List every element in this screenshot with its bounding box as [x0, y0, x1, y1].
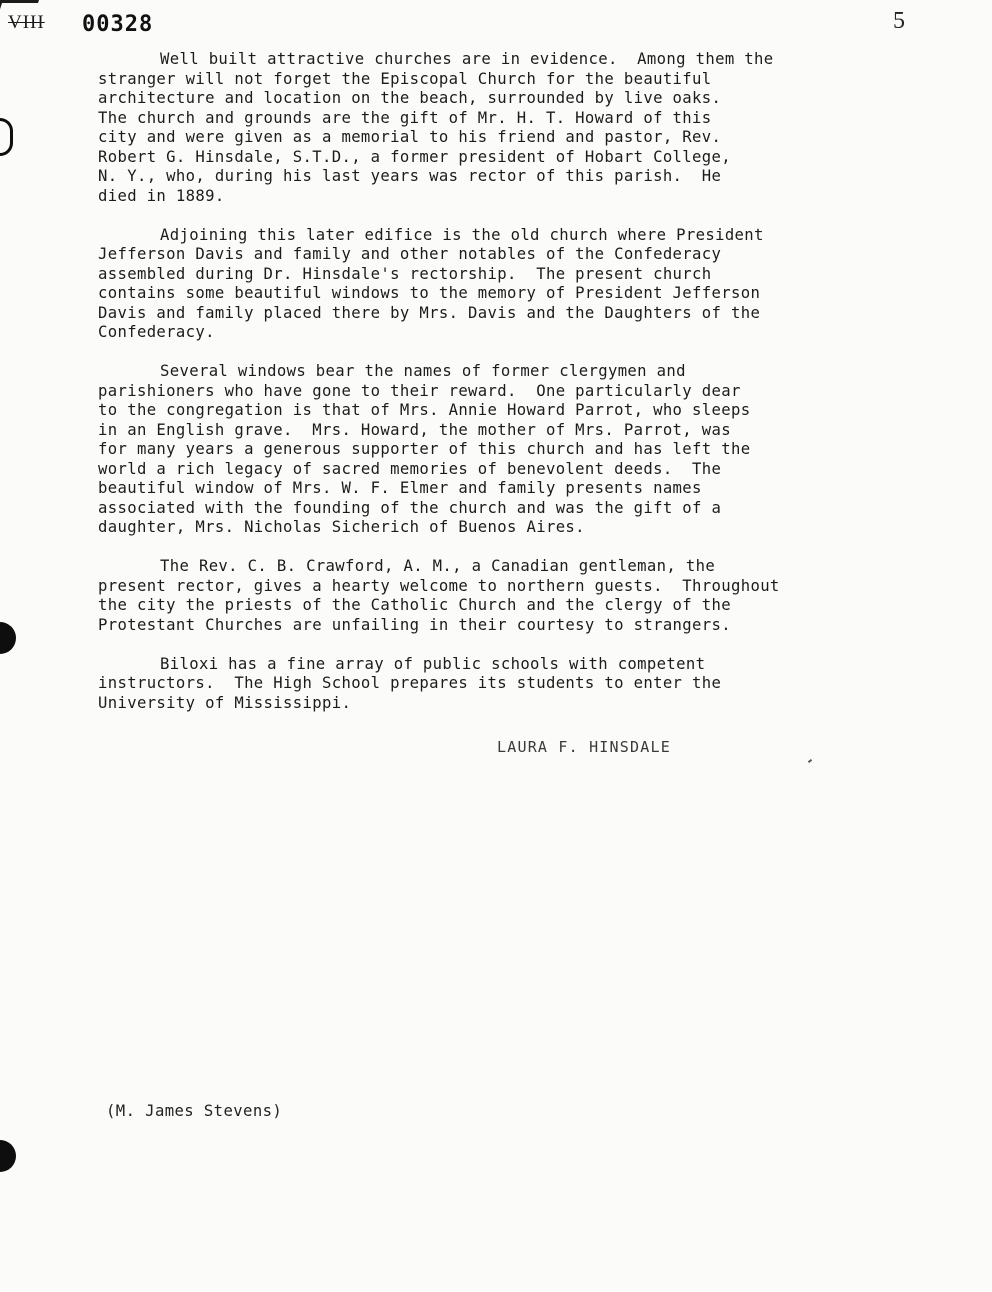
text-line: Biloxi has a fine array of public schools with competent [160, 654, 706, 673]
text-line: architecture and location on the beach, surrounded by live oaks. [98, 89, 722, 107]
text-line: The Rev. C. B. Crawford, A. M., a Canadian gentleman, the [160, 557, 716, 575]
text-line: instructors. The High School prepares its students to enter the [98, 674, 722, 692]
text-line: died in 1889. [98, 186, 225, 205]
text-line: Davis and family placed there by Mrs. Davis and the Daughters of the [98, 303, 761, 322]
text-line: University of Mississippi. [98, 693, 352, 712]
document-number: 00328 [82, 12, 154, 37]
text-line: stranger will not forget the Episcopal Church for the beautiful [98, 69, 712, 88]
paragraph [98, 655, 948, 714]
text-line: assembled during Dr. Hinsdale's rectorship. The present church [98, 264, 712, 283]
page-number: 5 [893, 8, 905, 34]
text-line: contains some beautiful windows to the memory of President Jefferson [98, 284, 761, 302]
binder-hole [0, 622, 16, 654]
text-line: Confederacy. [98, 323, 215, 341]
text-line: to the congregation is that of Mrs. Annie Howard Parrot, who sleeps [98, 401, 751, 419]
transcriber-credit: (M. James Stevens) [106, 1102, 283, 1120]
paper-speck [808, 759, 812, 763]
binder-hole [0, 1140, 16, 1172]
text-line: Well built attractive churches are in evidence. Among them the [160, 50, 774, 68]
author-signature: LAURA F. HINSDALE [497, 738, 671, 756]
text-line: Adjoining this later edifice is the old church where President [160, 225, 764, 244]
text-line: present rector, gives a hearty welcome to northern guests. Throughout [98, 576, 780, 595]
text-line: the city the priests of the Catholic Church and the clergy of the [98, 596, 731, 614]
binder-hole [0, 118, 13, 156]
text-line: N. Y., who, during his last years was rector of this parish. He [98, 167, 722, 185]
text-line: parishioners who have gone to their reward. One particularly dear [98, 381, 741, 400]
paragraph [98, 50, 948, 206]
text-line: for many years a generous supporter of this church and has left the [98, 440, 751, 458]
text-line: city and were given as a memorial to his friend and pastor, Rev. [98, 128, 722, 146]
paragraph [98, 226, 948, 343]
text-line: beautiful window of Mrs. W. F. Elmer and family presents names [98, 479, 702, 497]
text-line: Several windows bear the names of former clergymen and [160, 362, 686, 380]
text-line: Robert G. Hinsdale, S.T.D., a former president of Hobart College, [98, 147, 731, 166]
text-line: Jefferson Davis and family and other notables of the Confederacy [98, 245, 722, 263]
text-line: world a rich legacy of sacred memories of benevolent deeds. The [98, 459, 722, 478]
text-line: associated with the founding of the church and was the gift of a [98, 498, 722, 517]
paragraph [98, 362, 948, 538]
paragraph [98, 557, 948, 635]
text-line: daughter, Mrs. Nicholas Sicherich of Buenos Aires. [98, 518, 585, 536]
text-line: Protestant Churches are unfailing in their courtesy to strangers. [98, 615, 731, 634]
text-line: in an English grave. Mrs. Howard, the mother of Mrs. Parrot, was [98, 420, 731, 439]
text-line: The church and grounds are the gift of Mr. H. T. Howard of this [98, 108, 712, 127]
roman-numeral: VIII [8, 12, 45, 33]
document-body [98, 50, 948, 733]
